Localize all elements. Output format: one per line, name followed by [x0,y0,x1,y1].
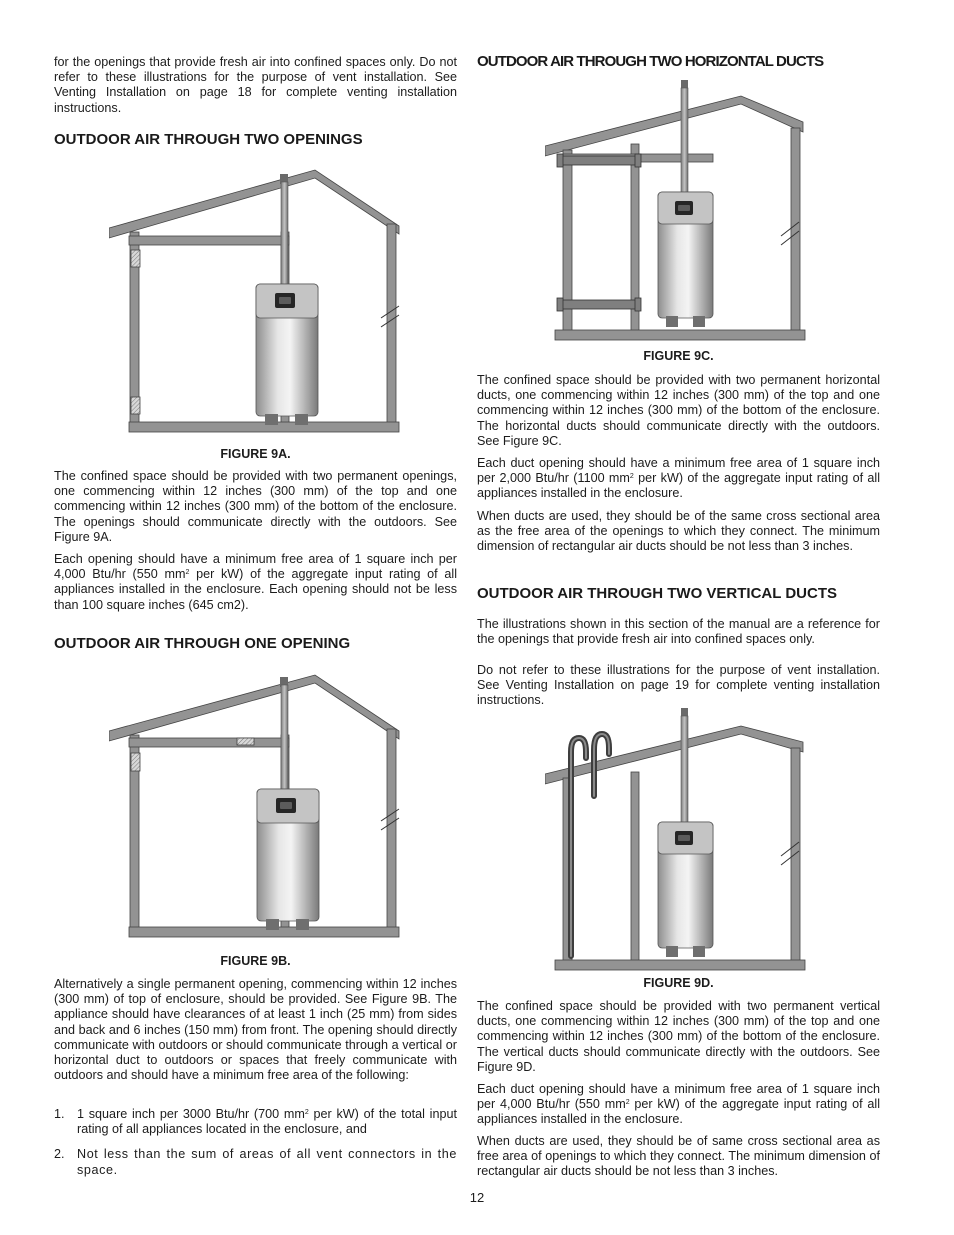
list-item: 1. 1 square inch per 3000 Btu/hr (700 $mm^2$ per kW) of the total input rating of all appliances located in the enclosure, and [54,1107,457,1137]
water-heater [256,174,318,425]
section-d-paragraph-1: The confined space should be provided with two permanent vertical ducts, one commencing within 12 inches (300 mm) of the top and one commencing within 12 inches (300 mm) of the bottom of the enclosure. The vertical ducts should communicate directly with the outdoors. See Figure 9D. [477,999,880,1074]
requirements-list [54,1107,457,1178]
figure-9c-caption: FIGURE 9C. [643,349,714,363]
figure-9b-caption: FIGURE 9B. [220,954,291,968]
water-heater [257,677,319,930]
lower-horizontal-duct [557,298,641,311]
heading-two-horizontal-ducts: OUTDOOR AIR THROUGH TWO HORIZONTAL DUCTS [477,53,824,70]
section-d-reference-1: The illustrations shown in this section of the manual are a reference for the openings that provide fresh air into confined spaces only. [477,617,880,647]
heading-one-opening: OUTDOOR AIR THROUGH ONE OPENING [54,635,351,652]
section-a-paragraph-1: The confined space should be provided with two permanent openings, one commencing within 12 inches (300 mm) of the top and one commencing within 12 inches (300 mm) of the bottom of the enclosure. The openings should communicate directly with the outdoors. See Figure 9A. [54,469,457,544]
intro-paragraph: for the openings that provide fresh air into confined spaces only. Do not refer to these illustrations for the purpose of vent installation. See Venting Installation on page 18 for complete venting installation instructions. [54,55,457,115]
section-d-reference-2: Do not refer to these illustrations for the purpose of vent installation. See Venting Installation on page 19 for complete venting installation instructions. [477,663,880,708]
section-c-paragraph-1: The confined space should be provided with two permanent horizontal ducts, one commencing within 12 inches (300 mm) of the top and one commencing within 12 inches (300 mm) of the bottom of the enclosure. The horizontal ducts should communicate directly with the outdoors. See Figure 9C. [477,373,880,448]
upper-horizontal-duct [557,154,641,167]
upper-opening [131,250,140,267]
house-frame [109,170,399,432]
house-frame [109,675,399,937]
figure-9b-illustration [109,669,409,945]
figure-9a-caption: FIGURE 9A. [220,447,291,461]
section-a-paragraph-2: Each opening should have a minimum free area of 1 square inch per 4,000 Btu/hr (550 $mm^2$ per kW) of the aggregate input rating of all appliances installed in the enclosure. Each opening should not be less than 100 square inches (645 cm2). [54,552,457,612]
section-b-paragraph-1: Alternatively a single permanent opening, commencing within 12 inches (300 mm) of top of enclosure, should be provided. See Figure 9B. The appliance should have clearances of at least 1 inch (25 mm) from sides and back and 6 inches (150 mm) from front. The opening should directly communicate with outdoors or should communicate through a vertical or horizontal duct to outdoors or spaces that freely communicate with outdoors and should have a minimum free area of the following: [54,977,457,1083]
side-opening [131,753,140,771]
section-c-paragraph-3: When ducts are used, they should be of the same cross sectional area as the free area of the openings to which they connect. The minimum dimension of rectangular air ducts should be not less than 3 inches. [477,509,880,554]
heading-two-openings: OUTDOOR AIR THROUGH TWO OPENINGS [54,131,363,148]
lower-opening [131,397,140,414]
figure-9c-illustration [545,76,815,342]
list-item: 2. Not less than the sum of areas of all vent connectors in the space. [54,1147,457,1177]
top-opening [237,738,254,745]
page-number: 12 [469,1190,485,1205]
figure-9a-illustration [109,166,409,442]
figure-9d-caption: FIGURE 9D. [643,976,714,990]
section-d-paragraph-2: Each duct opening should have a minimum free area of 1 square inch per 4,000 Btu/hr (550 $mm^2$ per kW) of the aggregate input rating of all appliances installed in the enclosure. [477,1082,881,1127]
heading-two-vertical-ducts: OUTDOOR AIR THROUGH TWO VERTICAL DUCTS [477,585,837,602]
figure-9d-illustration [545,706,815,972]
section-d-paragraph-3: When ducts are used, they should be of same cross sectional area as free area of openings to which they connect. The minimum dimension of rectangular air ducts should be not less than 3 inches. [477,1134,880,1179]
section-c-paragraph-2: Each duct opening should have a minimum free area of 1 square inch per 2,000 Btu/hr (1100 $mm^2$ per kW) of the aggregate input rating of all appliances installed in the enclosure. [477,456,881,501]
